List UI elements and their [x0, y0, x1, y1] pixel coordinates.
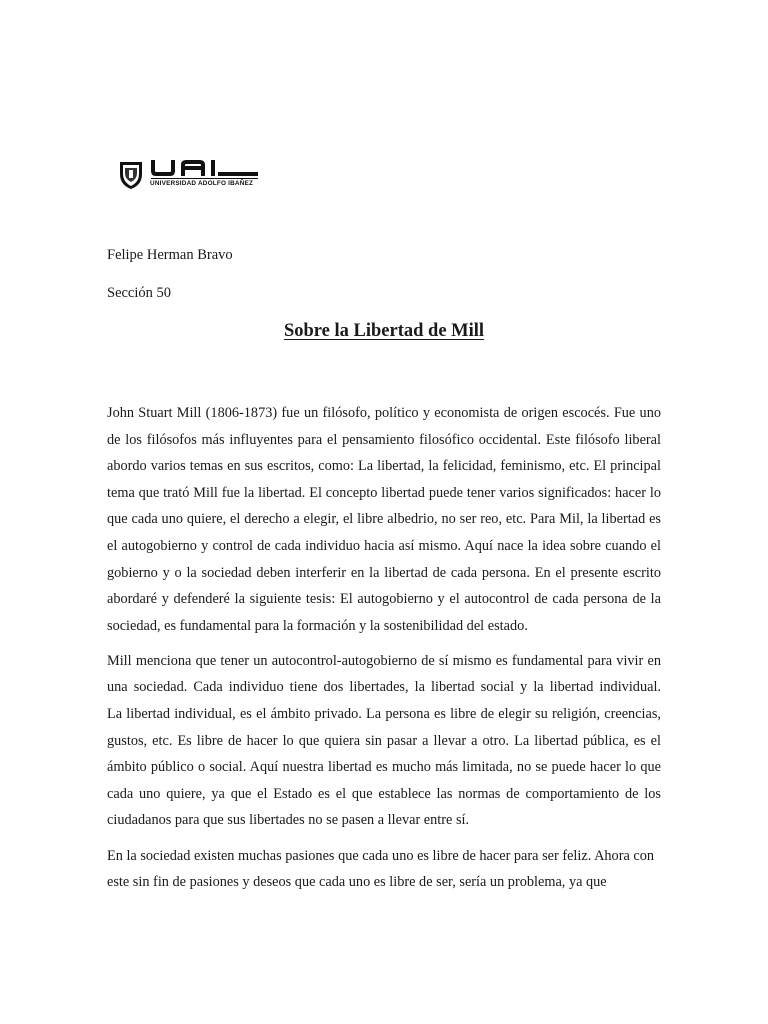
paragraph: Mill menciona que tener un autocontrol-autogobierno de sí mismo es fundamental para vivir en una sociedad. Cada individuo tiene dos libertades, la libertad social y la libertad individual. La libertad individual, es el ámbito privado. La persona es libre de elegir su religión, creencias, gustos, etc. Es libre de hacer lo que quiera sin pasar a llevar a otro. La libertad pública, es el ámbito público o social. Aquí nuestra libertad es mucho más limitada, no se puede hacer lo que cada uno quiere, ya que el Estado es el que establece las normas de comportamiento de los ciudadanos para que sus libertades no se pasen a llevar entre sí. [107, 652, 690, 829]
paragraph: En la sociedad existen muchas pasiones que cada uno es libre de hacer para ser feliz. Ahora con este sin fin de pasiones y deseos que cada uno es libre de ser, sería un problema, ya que [107, 847, 655, 891]
author-name: Felipe Herman Bravo [107, 247, 233, 263]
paragraph: John Stuart Mill (1806-1873) fue un filósofo, político y economista de origen escocés. Fue uno de los filósofos más influyentes para el pensamiento filosófico occidental. Este filósofo liberal abordo varios temas en sus escritos, como: La libertad, la felicidad, feminismo, etc. El principal tema que trató Mill fue la libertad. El concepto libertad puede tener varios significados: hacer lo que cada uno quiere, el derecho a elegir, el libre albedrio, no ser reo, etc. Para Mil, la libertad es el autogobierno y control de cada individuo hacia así mismo. Aquí nace la idea sobre cuando el gobierno y o la sociedad deben interferir en la libertad de cada persona. En el presente escrito abordaré y defenderé la siguiente tesis: El autogobierno y el autocontrol de cada persona de la sociedad, es fundamental para la formación y la sostenibilidad del estado. [107, 405, 661, 634]
document-body [107, 400, 690, 904]
university-logo [118, 158, 260, 190]
section-label: Sección 50 [107, 285, 172, 301]
document-title: Sobre la Libertad de Mill [283, 321, 485, 341]
logo-subtitle: UNIVERSIDAD ADOLFO IBAÑEZ [150, 180, 254, 187]
